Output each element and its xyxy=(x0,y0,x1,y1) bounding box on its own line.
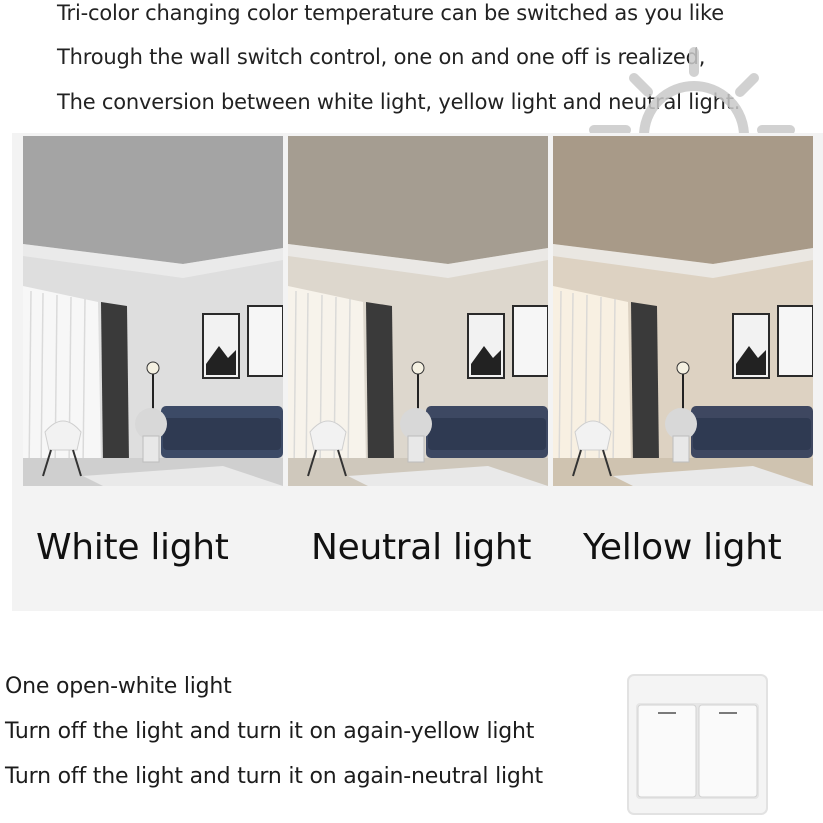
scene-white-light xyxy=(23,136,283,486)
mode-line-3: Turn off the light and turn it on again-neutral light xyxy=(5,764,543,789)
intro-line-1: Tri-color changing color temperature can be switched as you like xyxy=(57,1,724,25)
label-yellow-light: Yellow light xyxy=(583,527,782,568)
wall-switch-icon xyxy=(626,673,769,816)
label-neutral-light: Neutral light xyxy=(311,527,532,568)
intro-line-2: Through the wall switch control, one on and one off is realized, xyxy=(57,45,706,69)
scene-neutral-light xyxy=(288,136,548,486)
mode-line-1: One open-white light xyxy=(5,674,232,699)
scene-yellow-light xyxy=(553,136,813,486)
mode-line-2: Turn off the light and turn it on again-yellow light xyxy=(5,719,535,744)
label-white-light: White light xyxy=(36,527,229,568)
intro-line-3: The conversion between white light, yellow light and neutral light. xyxy=(57,90,741,114)
